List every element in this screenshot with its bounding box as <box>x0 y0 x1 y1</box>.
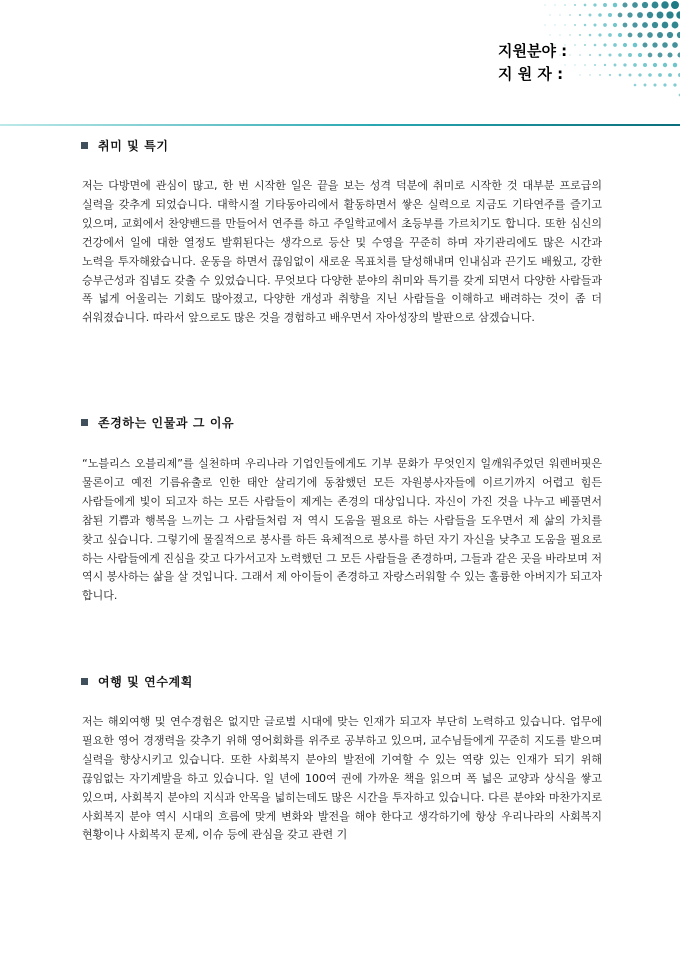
decorative-dot <box>549 14 550 15</box>
decorative-dot <box>667 32 673 38</box>
decorative-dot <box>608 53 611 56</box>
decorative-dot <box>589 54 591 56</box>
decorative-dot <box>618 53 622 57</box>
decorative-dot <box>628 33 633 38</box>
decorative-dot <box>627 12 632 17</box>
decorative-dot <box>579 74 580 75</box>
decorative-dot <box>648 53 653 58</box>
decorative-dot <box>618 13 623 18</box>
decorative-dot <box>594 64 596 66</box>
decorative-dot <box>613 3 617 7</box>
decorative-dot <box>574 64 575 65</box>
decorative-dot <box>584 4 587 7</box>
decorative-dot <box>658 73 662 77</box>
decorative-dot <box>584 24 587 27</box>
decorative-dot <box>673 83 676 86</box>
decorative-dot <box>632 22 637 27</box>
decorative-dot <box>657 32 663 38</box>
decorative-dot <box>613 23 617 27</box>
decorative-dot <box>579 14 581 16</box>
decorative-dot <box>584 44 586 46</box>
decorative-dot <box>633 43 638 48</box>
decorative-dot <box>609 74 611 76</box>
decorative-dot <box>603 23 607 27</box>
decorative-dot <box>554 4 555 5</box>
decorative-dot <box>632 2 638 8</box>
decorative-dot <box>637 12 643 18</box>
decorative-dot <box>629 74 632 77</box>
decorative-dot <box>579 54 581 56</box>
decorative-dot <box>676 11 680 19</box>
decorative-dot <box>544 4 545 5</box>
decorative-dot <box>653 83 656 86</box>
section-body-hobbies: 저는 다방면에 관심이 많고, 한 번 시작한 일은 끝을 보는 성격 덕분에 취미로 시작한 것 대부분 프로급의 실력을 갖추게 되었습니다. 대학시절 기타동아리에서 활동하면서 쌓은 실력으로 지금도 기타연주를 즐기고 있으며, 교회에서 찬양밴드를 만들어서 연주를 하고 주일학교에서 초등부를 가르치기도 합니다. 또한 심신의 건강에서 일에 대한 열정도 발휘된다는 생각으로 등산 및 수영을 꾸준히 하며 자기관리에도 많은 시간과 노력을 투자해왔습니다. 운동을 하면서 끊임없이 새로운 목표치를 달성해내며 인내심과 끈기도 배웠고, 강한 승부근성과 집념도 갖출 수 있었습니다. 무엇보다 다양한 분야의 취미와 특기를 갖게 되면서 다양한 사람들과 폭 넓게 어울리는 기회도 많아졌고, 다양한 개성과 취향을 지닌 사람들을 이해하고 배려하는 것이 좀 더 쉬워졌습니다. 따라서 앞으로도 많은 것을 경험하고 배우면서 자아성장의 발판으로 삼겠습니다. <box>82 179 602 325</box>
decorative-dot <box>608 33 612 37</box>
decorative-dot <box>564 24 565 25</box>
decorative-dot <box>614 64 617 67</box>
decorative-dot <box>608 13 612 17</box>
decorative-dot <box>599 74 601 76</box>
decorative-dot <box>661 1 668 8</box>
decorative-dot <box>638 53 642 57</box>
decorative-dot <box>604 64 606 66</box>
section-title-text: 존경하는 인물과 그 이유 <box>98 416 235 430</box>
application-field-label: 지원분야 : <box>498 42 568 60</box>
decorative-dot <box>662 22 669 29</box>
decorative-dot <box>593 23 596 26</box>
decorative-dot <box>652 2 659 9</box>
decorative-dot <box>672 22 679 29</box>
decorative-dot <box>633 63 637 67</box>
decorative-dot <box>619 74 622 77</box>
decorative-dot <box>623 43 627 47</box>
decorative-dot <box>643 43 648 48</box>
decorative-dot <box>574 4 576 6</box>
decorative-dot <box>598 13 602 17</box>
decorative-dot <box>637 32 642 37</box>
decorative-dot <box>589 74 590 75</box>
section-heading-travel-training <box>81 673 193 690</box>
decorative-dot <box>599 54 602 57</box>
decorative-dot <box>652 22 658 28</box>
decorative-dot <box>574 44 576 46</box>
decorative-dot <box>663 63 667 67</box>
decorative-dot <box>648 73 652 77</box>
decorative-dot <box>544 24 545 25</box>
decorative-dot <box>559 14 560 15</box>
decorative-dot <box>667 52 672 57</box>
decorative-dot <box>662 42 668 48</box>
decorative-dot <box>672 42 678 48</box>
decorative-dot <box>584 64 586 66</box>
section-title-text: 취미 및 특기 <box>98 139 169 153</box>
decorative-dot <box>671 1 679 9</box>
decorative-dot <box>628 53 632 57</box>
decorative-dot <box>554 24 555 25</box>
decorative-dot <box>613 43 617 47</box>
decorative-dot <box>593 3 596 6</box>
decorative-dot <box>603 43 606 46</box>
decorative-dot <box>569 34 570 35</box>
square-bullet-icon <box>81 419 88 426</box>
decorative-dot <box>549 34 550 35</box>
decorative-dot <box>663 83 666 86</box>
decorative-dot <box>559 34 560 35</box>
decorative-dot <box>598 33 601 36</box>
decorative-dot <box>589 14 592 17</box>
decorative-dot <box>589 34 592 37</box>
section-title-text: 여행 및 연수계획 <box>98 675 193 689</box>
square-bullet-icon <box>81 142 88 149</box>
section-body-respected-person: “노블리스 오블리제”를 실천하며 우리나라 기업인들에게도 기부 문화가 무엇인지 일깨워주었던 워렌버핏은 물론이고 예전 기름유출로 인한 태안 살리기에 동참했던 모든 자원봉사자들에 이르기까지 어렵고 힘든 사람들에게 빛이 되고자 하는 모든 사람들이 제게는 존경의 대상입니다. 자신이 가진 것을 나누고 베풀면서 참된 기쁨과 행복을 느끼는 그 사람들처럼 저 역시 도움을 필요로 하는 사람들을 도우면서 제 삶의 가치를 찾고 싶습니다. 그렇기에 물질적으로 봉사를 하든 육체적으로 봉사를 하던 자기 자신을 낮추고 도움을 필요로 하는 사람들에게 진심을 갖고 다가서고자 노력했던 그 모든 사람들을 존경하며, 그들과 같은 곳을 바라보며 저 역시 봉사하는 삶을 살 것입니다. 그래서 제 아이들이 존경하고 자랑스러워할 수 있는 훌륭한 아버지가 되고자 합니다. <box>82 457 602 603</box>
square-bullet-icon <box>81 678 88 685</box>
decorative-dot <box>634 84 637 87</box>
decorative-dot <box>569 14 571 16</box>
decorative-dot <box>569 54 570 55</box>
decorative-dot <box>666 11 673 18</box>
decorative-dot <box>623 63 626 66</box>
decorative-dot <box>657 12 664 19</box>
decorative-dot <box>594 44 597 47</box>
decorative-dot <box>647 32 653 38</box>
decorative-dot <box>643 63 647 67</box>
decorative-dot <box>652 42 657 47</box>
decorative-dot <box>579 34 581 36</box>
decorative-dot <box>673 63 677 67</box>
section-heading-hobbies <box>81 137 169 154</box>
decorative-dot <box>668 73 672 77</box>
applicant-name-label: 지 원 자 : <box>498 65 564 83</box>
decorative-dot <box>644 84 647 87</box>
decorative-dot <box>653 63 657 67</box>
section-heading-respected-person <box>81 414 234 431</box>
decorative-dot <box>564 4 566 6</box>
header-divider <box>0 124 680 126</box>
decorative-dot <box>622 2 627 7</box>
decorative-dot <box>603 3 607 7</box>
applicant-info <box>498 40 567 86</box>
decorative-dot <box>623 23 628 28</box>
decorative-dot <box>642 2 648 8</box>
decorative-dot <box>642 22 648 28</box>
decorative-dot <box>618 33 622 37</box>
section-body-travel-training: 저는 해외여행 및 연수경험은 없지만 글로벌 시대에 맞는 인재가 되고자 부단히 노력하고 있습니다. 업무에 필요한 영어 경쟁력을 갖추기 위해 영어회화를 위주로 공부하고 있으며, 교수님들에게 꾸준히 지도를 받으며 실력을 향상시키고 있습니다. 또한 사회복지 분야의 발전에 기여할 수 있는 역량 있는 인재가 되기 위해 끊임없는 자기계발을 하고 있습니다. 일 년에 100여 권에 가까운 책을 읽으며 폭 넓은 교양과 상식을 쌓고 있으며, 사회복지 분야의 지식과 안목을 넓히는데도 많은 시간을 투자하고 있습니다. 다른 분야와 마찬가지로 사회복지 분야 역시 시대의 흐름에 맞게 변화와 발전을 해야 한다고 생각하기에 항상 우리나라의 사회복지 현황이나 사회복지 문제, 이슈 등에 관심을 갖고 관련 기 <box>82 715 602 842</box>
decorative-dot <box>647 12 653 18</box>
decorative-dot <box>574 24 576 26</box>
decorative-dot <box>638 73 641 76</box>
decorative-dot <box>658 53 663 58</box>
